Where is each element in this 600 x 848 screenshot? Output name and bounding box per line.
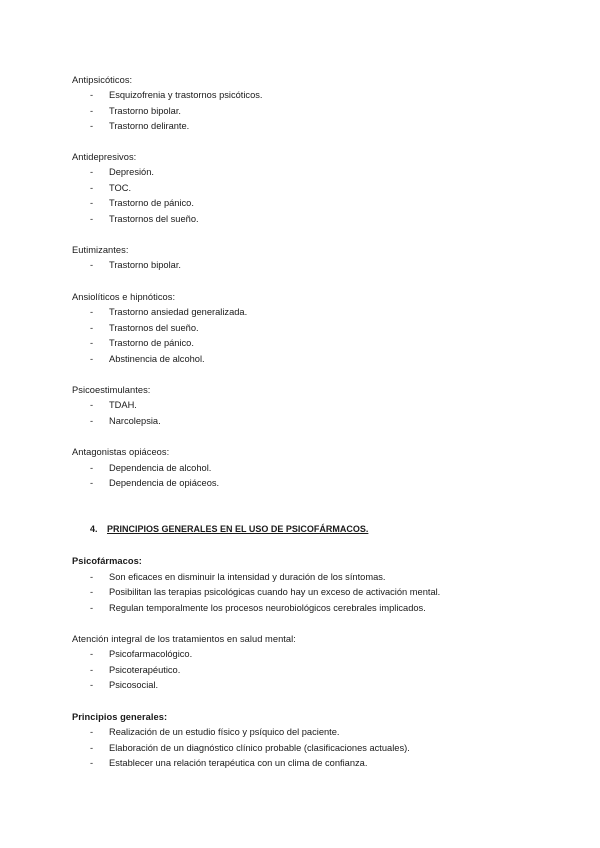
section-number: 4. [90, 524, 98, 534]
heading-antagonistas: Antagonistas opiáceos: [72, 447, 170, 457]
heading-principios-generales: Principios generales: [72, 712, 168, 722]
document-page: Antipsicóticos: - Esquizofrenia y trastornos psicóticos. - Trastorno bipolar. - Trastorno delirante. Antidepresivos: - Depresión. - TOC. - Trastorno de pánico. - Trastornos del sueño. Eutimizantes: - Trastorno bipolar. Ansiolíticos e hipnóticos: - Trastorno ansiedad generalizada. - Trastornos del sueño. - Trastorno de pánico. - Abstinencia de alcohol. Psicoestimulantes: - TDAH. - Narcolepsia. Antagonistas opiáceos: - Dependencia de alcohol. - Dependencia de opiáceos. 4. PRINCIPIOS GENERALES EN EL USO DE PSICOFÁRMACOS. Psicofármacos: - Son eficaces en disminuir la intensidad y duración de los síntomas. - Posibilitan las terapias psicológicas cuando hay un exceso de activación mental. - Regulan temporalmente los procesos neurobiológicos cerebrales implicados. Atención integral de los tratamientos en salud mental: - Psicofarmacológico. - Psicoterapéutico. - Psicosocial. Principios generales: - Realización de un estudio físico y psíquico del paciente. - Elaboración de un diagnóstico clínico probable (clasificaciones actuales). - Establecer una relación terapéutica con un clima de confianza. [72, 75, 441, 768]
heading-psicoestimulantes: Psicoestimulantes: [72, 385, 151, 395]
heading-antidepresivos: Antidepresivos: [72, 152, 137, 162]
section-title [90, 524, 368, 534]
heading-eutimizantes: Eutimizantes: [72, 245, 129, 255]
heading-psicofarmacos: Psicofármacos: [72, 556, 142, 566]
heading-atencion-integral: Atención integral de los tratamientos en salud mental: [72, 634, 296, 644]
section-title-text: PRINCIPIOS GENERALES EN EL USO DE PSICOFÁRMACOS. [107, 524, 369, 534]
heading-antipsicoticos: Antipsicóticos: [72, 75, 133, 85]
heading-ansioliticos: Ansiolíticos e hipnóticos: [72, 292, 176, 302]
